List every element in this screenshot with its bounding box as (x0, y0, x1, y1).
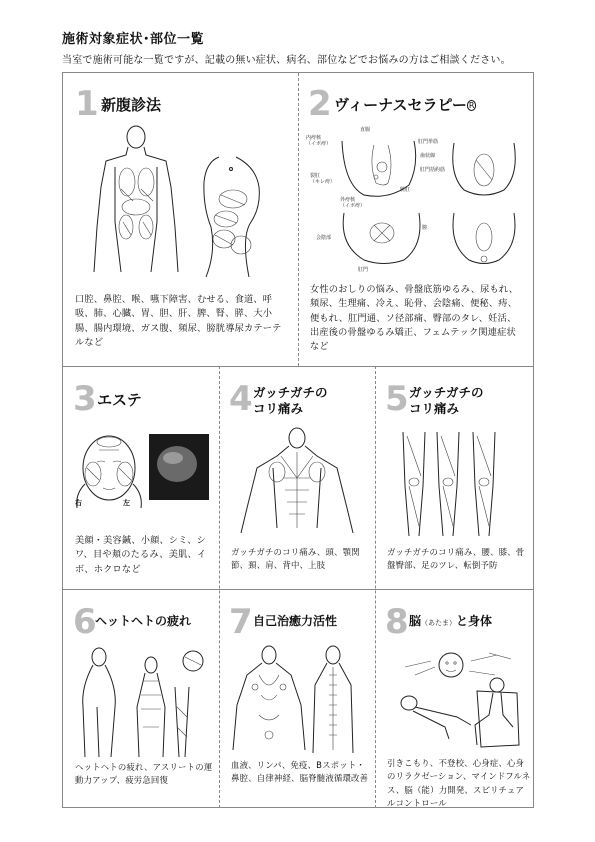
section-title-main: 脳 (409, 614, 422, 628)
label-levator-ani: 肛門挙筋 (418, 139, 439, 145)
section-description: 引きこもり、不登校、心身症、心身のリラクゼーション、マインドフルネス、脳（能）力開発、スピリチュアルコントロール (387, 758, 531, 809)
section-8 (375, 589, 533, 809)
legs-muscles-illustration (395, 426, 515, 541)
section-description: ガッチガチのコリ痛み、頭、顎関節、頚、肩、背中、上肢 (231, 547, 360, 571)
section-description: 血液、リンパ、免疫、Bスポット・鼻腔、自律神経、脳脊髄液循環改善 (231, 760, 369, 784)
section-description: 口腔、鼻腔、喉、嚥下障害、むせる、食道、呼吸、肺、心臓、胃、胆、肝、脾、腎、膵、大小腸、腸内環境、ガス腹、頻尿、膀胱導尿カテーテルなど (75, 294, 282, 348)
label-anus: 肛門 (358, 267, 369, 273)
section-title: ヘットヘトの疲れ (95, 614, 192, 628)
label-prolapse: 脱肛 (400, 187, 411, 193)
section-number: 7 (229, 602, 253, 642)
section-number: 1 (75, 84, 99, 124)
label-internal-hemorrhoid: 内痔核 (306, 135, 322, 141)
section-title-line1: ガッチガチの (409, 385, 484, 400)
label-rectum: 直腸 (360, 127, 371, 133)
section-title (409, 615, 492, 629)
section-5 (375, 366, 533, 589)
section-3 (63, 366, 219, 589)
section-number: 8 (385, 602, 409, 642)
section-number: 2 (308, 84, 332, 124)
section-description: 美顔・美容鍼、小顔、シミ、シワ、目や頬のたるみ、美肌、イボ、ホクロなど (75, 535, 207, 575)
face-label-right: 右 (75, 499, 82, 507)
label-external-hemorrhoid: 外痔核 (340, 197, 356, 203)
registered-mark: R (468, 100, 475, 110)
section-title-text: ヴィーナスセラピー (334, 96, 467, 114)
section-title: エステ (97, 391, 142, 409)
face-label-left: 左 (123, 499, 130, 507)
section-4 (219, 366, 375, 589)
face-illustrations (71, 428, 211, 518)
label-vagina: 膣 (422, 225, 428, 231)
section-number: 3 (73, 379, 97, 419)
section-title-line2: コリ痛み (409, 401, 460, 416)
section-description: ヘットヘトの疲れ、アスリートの運動力アップ、疲労急回復 (75, 762, 213, 786)
label-dentate-line: 歯状線 (420, 153, 436, 159)
page-subtitle: 当室で施術可能な一覧ですが、記載の無い症状、病名、部位などでお悩みの方はご相談ください。 (62, 55, 511, 66)
section-title-line2: コリ痛み (253, 401, 304, 416)
pelvic-floor-diagram (304, 125, 529, 275)
section-title-line1: ガッチガチの (253, 385, 328, 400)
label-external-hemorrhoid-note: （イボ痔） (340, 203, 366, 209)
back-muscles-illustration (237, 428, 357, 538)
section-2 (298, 73, 533, 366)
label-anal-fissure: 裂肛 (310, 173, 321, 179)
page-title: 施術対象症状･部位一覧 (62, 32, 205, 47)
label-anal-sphincter: 肛門括約筋 (420, 167, 446, 173)
section-description: ガッチガチのコリ痛み、腰、膝、骨盤臀部、足のツレ、転倒予防 (387, 547, 525, 571)
section-title (334, 97, 476, 114)
section-6 (63, 589, 219, 809)
treatment-grid (62, 72, 534, 808)
section-number: 6 (73, 602, 97, 642)
abdomen-body-illustration (91, 127, 271, 277)
section-title-ruby: （あたま） (421, 619, 457, 627)
section-title-rest: と身体 (456, 614, 493, 628)
label-anal-fissure-note: （キレ痔） (310, 179, 335, 185)
section-1 (63, 73, 298, 366)
label-perineum: 会陰部 (316, 235, 332, 241)
label-internal-hemorrhoid-note: （イボ痔） (306, 141, 332, 147)
section-7 (219, 589, 375, 809)
section-number: 5 (385, 379, 409, 419)
immune-system-illustration (229, 645, 369, 755)
mind-body-illustration (385, 645, 525, 755)
section-description: 女性のおしりの悩み、骨盤底筋ゆるみ、尿もれ、頻尿、生理痛、冷え、恥骨、会陰痛、便秘、痔、便もれ、肛門通、ソ径部痛、臀部のタレ、妊活、出産後の骨盤ゆるみ矯正、フェムテック関連症状など (310, 284, 519, 352)
fatigue-body-illustration (71, 647, 211, 762)
section-title: 自己治癒力活性 (253, 614, 338, 628)
section-number: 4 (229, 379, 253, 419)
section-title: 新腹診法 (101, 96, 162, 114)
